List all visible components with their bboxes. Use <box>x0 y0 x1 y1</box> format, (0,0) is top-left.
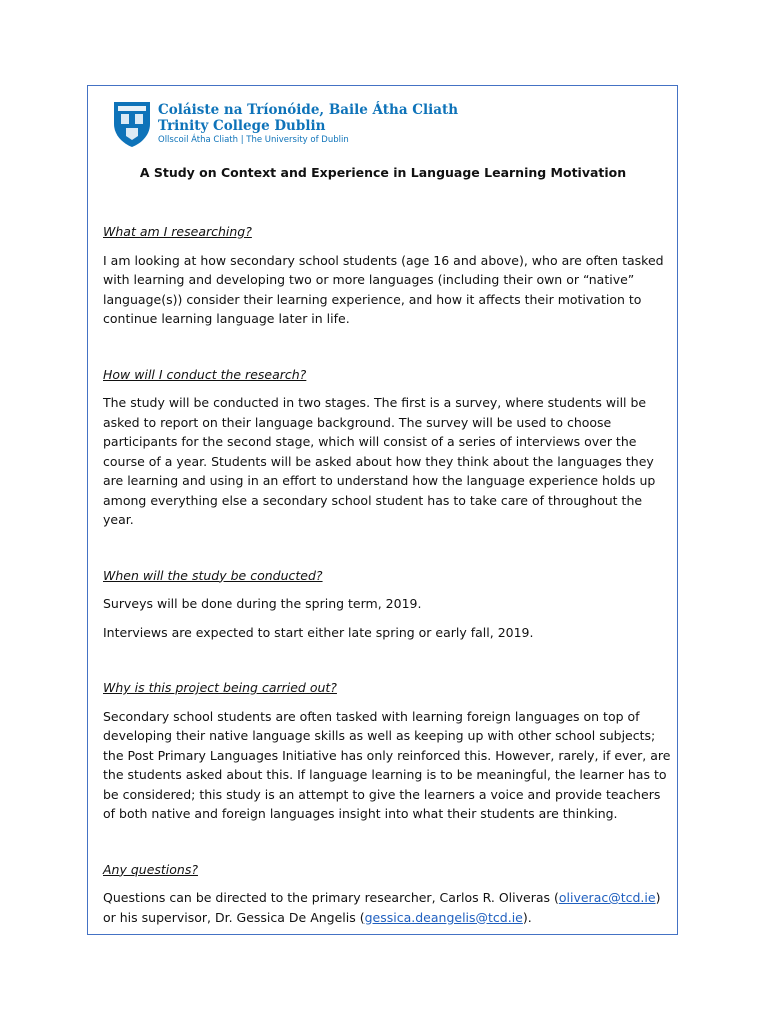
logo-subtitle: Ollscoil Átha Cliath | The University of Dublin <box>158 135 349 145</box>
tcd-logo <box>112 100 459 152</box>
section-why <box>103 678 673 824</box>
section-paragraph: The study will be conducted in two stages. The first is a survey, where students will be asked to report on their language background. The survey will be used to choose participants for the second stage, which will consist of a series of interviews over the course of a year. Students will be asked about how they think about the languages they are learning and using in an effort to understand how the language experience holds up among everything else a secondary school student has to take care of throughout the year. <box>103 395 656 527</box>
section-questions <box>103 860 673 928</box>
section-researching <box>103 222 673 329</box>
section-heading: Any questions? <box>103 861 198 877</box>
contact-text: Questions can be directed to the primary researcher, Carlos R. Oliveras ( <box>103 890 559 905</box>
section-when <box>103 566 673 643</box>
contact-text: ). <box>522 909 532 925</box>
email-link-supervisor[interactable]: gessica.deangelis@tcd.ie <box>364 909 523 925</box>
logo-english-name: Trinity College Dublin <box>158 118 326 134</box>
section-conduct <box>103 365 673 530</box>
contact-text: ) or his supervisor, Dr. Gessica De Angelis ( <box>103 890 661 925</box>
section-paragraph: Interviews are expected to start either late spring or early fall, 2019. <box>103 624 534 640</box>
section-paragraph: I am looking at how secondary school students (age 16 and above), who are often tasked with learning and developing two or more languages (including their own or “native” language(s)) consider their learning experience, and how it affects their motivation to continue learning language later in life. <box>103 252 664 326</box>
logo-irish-name: Coláiste na Tríonóide, Baile Átha Cliath <box>158 102 459 118</box>
section-paragraph: Surveys will be done during the spring term, 2019. <box>103 596 422 611</box>
section-heading: Why is this project being carried out? <box>103 680 337 695</box>
contact-paragraph <box>103 888 673 927</box>
section-heading: When will the study be conducted? <box>103 567 323 583</box>
section-heading: What am I researching? <box>103 224 252 239</box>
document-title: A Study on Context and Experience in Language Learning Motivation <box>139 165 627 180</box>
crest-icon <box>112 100 152 148</box>
section-heading: How will I conduct the research? <box>103 366 307 382</box>
section-paragraph: Secondary school students are often tasked with learning foreign languages on top of developing their native language skills as well as keeping up with other school subjects; the Post Primary Languages Initiative has only reinforced this. However, rarely, if ever, are the students asked about this. If language learning is to be meaningful, the learner has to be considered; this study is an attempt to give the learners a voice and provide teachers of both native and foreign languages insight into what their students are thinking. <box>103 708 671 821</box>
email-link-researcher[interactable]: oliverac@tcd.ie <box>558 890 656 905</box>
document-body <box>103 222 673 927</box>
